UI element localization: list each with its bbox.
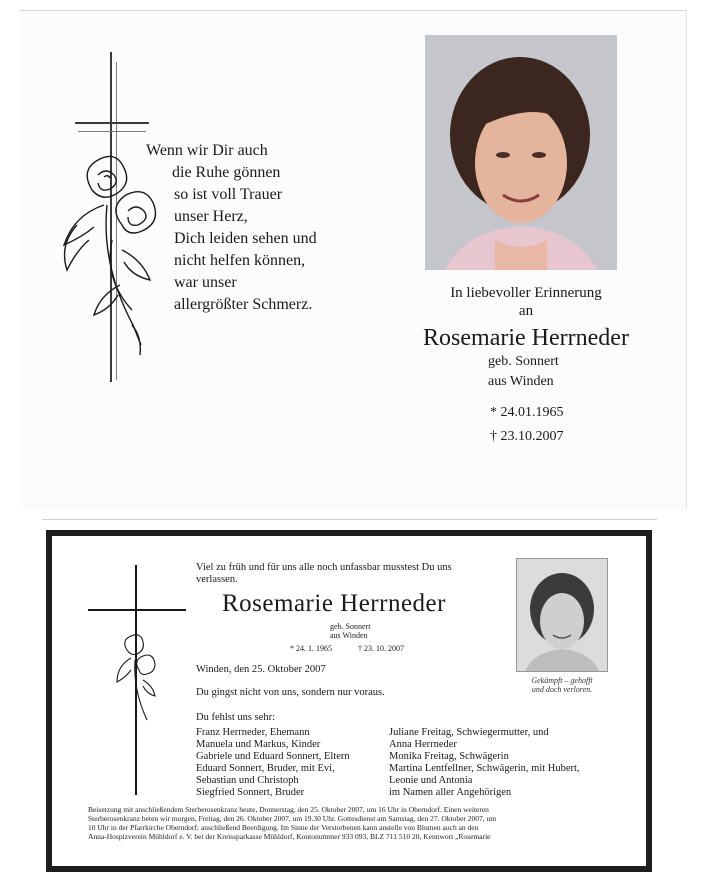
mourner: Eduard Sonnert, Bruder, mit Evi, xyxy=(196,763,335,774)
notice-death: † 23. 10. 2007 xyxy=(358,644,404,653)
death-date: † 23.10.2007 xyxy=(490,429,564,444)
poem-line: unser Herz, xyxy=(174,208,248,225)
notice-missed-header: Du fehlst uns sehr: xyxy=(196,712,276,723)
poem-line: allergrößter Schmerz. xyxy=(174,296,313,313)
poem-line: Wenn wir Dir auch xyxy=(146,142,268,159)
mourner: Anna Herrneder xyxy=(389,739,457,750)
notice-footer xyxy=(88,805,628,841)
memory-line: In liebevoller Erinnerung xyxy=(450,285,602,301)
poem xyxy=(146,140,317,316)
cross-beam-shadow xyxy=(78,131,146,132)
memory-an: an xyxy=(518,303,534,319)
caption-line: und doch verloren. xyxy=(531,685,593,694)
poem-line: nicht helfen können, xyxy=(174,252,306,269)
deceased-name: Rosemarie Herrneder xyxy=(423,325,629,351)
footer-line: Anna-Hospizverein Mühldorf e. V. bei der Kreissparkasse Mühldorf, Kontonummer 933 093, BLZ 711 510 20, Kennwort „Rosemarie xyxy=(88,832,491,841)
mourner: Juliane Freitag, Schwiegermutter, und xyxy=(389,727,549,738)
notice-photo-caption xyxy=(516,676,608,694)
portrait-photo xyxy=(425,35,617,270)
mourner: Monika Freitag, Schwägerin xyxy=(389,751,509,762)
notice-place-date: Winden, den 25. Oktober 2007 xyxy=(196,664,326,675)
footer-line: 10 Uhr in der Pfarrkirche Oberndorf; anschließend Beerdigung. Im Sinne der Verstorbenen kann anstelle von Blumen auch an den xyxy=(88,823,479,832)
separator xyxy=(42,519,657,520)
mourner: Siegfried Sonnert, Bruder xyxy=(196,787,305,798)
mourner: Sebastian und Christoph xyxy=(196,775,299,786)
poem-line: so ist voll Trauer xyxy=(174,186,283,203)
notice-origin: aus Winden xyxy=(330,631,368,640)
notice-born-name: geb. Sonnert xyxy=(330,622,371,631)
caption-line: Gekämpft – gehofft xyxy=(531,676,593,685)
mourners-left xyxy=(196,727,350,799)
cross-beam xyxy=(75,122,149,124)
intro-line: Viel zu früh und für uns alle noch unfassbar musstest Du uns xyxy=(196,562,452,573)
poem-line: Dich leiden sehen und xyxy=(174,230,317,247)
mourner: im Namen aller Angehörigen xyxy=(389,787,512,798)
mourners-right xyxy=(389,727,580,799)
notice-motto: Du gingst nicht von uns, sondern nur voraus. xyxy=(196,687,385,698)
mourner: Martina Lentfellner, Schwägerin, mit Hubert, xyxy=(389,763,580,774)
footer-line: Beisetzung mit anschließendem Sterberosenkranz heute, Donnerstag, den 25. Oktober 2007, um 16 Uhr in Oberndorf. Einen weiteren xyxy=(88,805,489,814)
origin: aus Winden xyxy=(488,374,554,389)
born-name: geb. Sonnert xyxy=(488,354,559,369)
notice-birth: * 24. 1. 1965 xyxy=(290,644,332,653)
notice-intro xyxy=(196,562,516,586)
notice-name: Rosemarie Herrneder xyxy=(222,590,446,617)
birth-date: * 24.01.1965 xyxy=(490,405,564,420)
poem-line: war unser xyxy=(174,274,237,291)
notice-photo xyxy=(516,558,608,672)
notice-cross-beam xyxy=(88,609,186,611)
notice-rose-icon xyxy=(113,630,161,725)
mourner: Gabriele und Eduard Sonnert, Eltern xyxy=(196,751,350,762)
mourner: Manuela und Markus, Kinder xyxy=(196,739,321,750)
intro-line: verlassen. xyxy=(196,574,238,585)
mourner: Franz Herrneder, Ehemann xyxy=(196,727,310,738)
footer-line: Sterberosenkranz beten wir morgen, Freitag, den 26. Oktober 2007, um 19.30 Uhr. Gottesdienst am Samstag, den 27. Oktober 2007, um xyxy=(88,814,497,823)
mourner: Leonie und Antonia xyxy=(389,775,473,786)
poem-line: die Ruhe gönnen xyxy=(172,164,281,181)
